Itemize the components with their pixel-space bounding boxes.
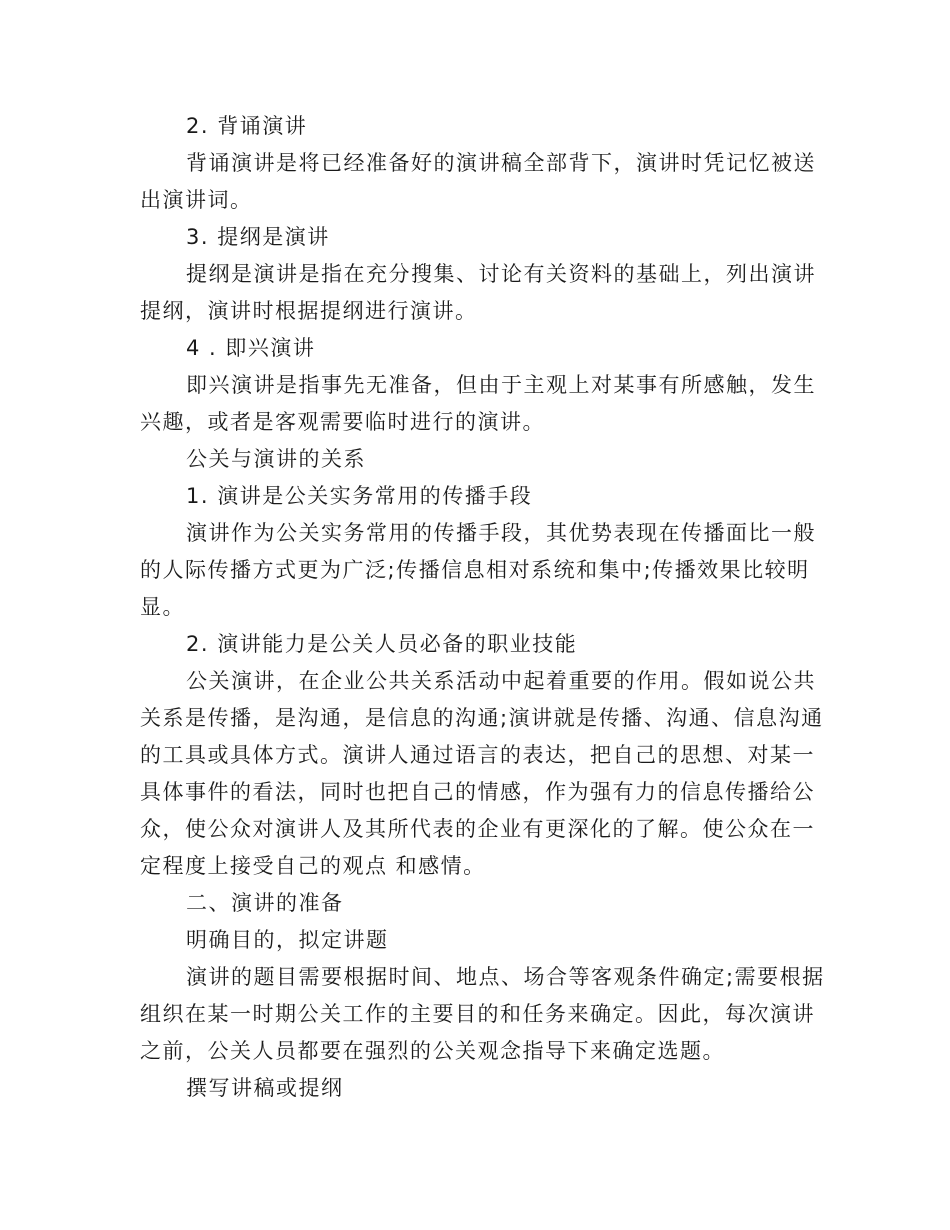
text-line: 的人际传播方式更为广泛;传播信息相对系统和集中;传播效果比较明 — [140, 558, 810, 582]
text-line: 2. 背诵演讲 — [186, 114, 308, 138]
text-line: 1. 演讲是公关实务常用的传播手段 — [186, 484, 533, 508]
text-line: 即兴演讲是指事先无准备，但由于主观上对某事有所感触，发生 — [186, 373, 816, 397]
text-line: 演讲作为公关实务常用的传播手段，其优势表现在传播面比一般 — [186, 521, 816, 545]
text-line: 的工具或具体方式。演讲人通过语言的表达，把自己的思想、对某一 — [140, 743, 815, 767]
text-line: 兴趣，或者是客观需要临时进行的演讲。 — [140, 410, 545, 434]
text-line: 演讲的题目需要根据时间、地点、场合等客观条件确定;需要根据 — [186, 965, 825, 989]
text-line: 定程度上接受自己的观点 和感情。 — [140, 854, 486, 878]
text-line: 二、演讲的准备 — [186, 891, 344, 915]
text-line: 公关演讲，在企业公共关系活动中起着重要的作用。假如说公共 — [186, 669, 816, 693]
text-line: 关系是传播，是沟通，是信息的沟通;演讲就是传播、沟通、信息沟通 — [140, 706, 824, 730]
text-line: 提纲，演讲时根据提纲进行演讲。 — [140, 299, 478, 323]
text-line: 公关与演讲的关系 — [186, 447, 366, 471]
text-line: 之前，公关人员都要在强烈的公关观念指导下来确定选题。 — [140, 1039, 725, 1063]
text-line: 出演讲词。 — [140, 188, 253, 212]
text-line: 4 . 即兴演讲 — [186, 336, 316, 360]
text-line: 提纲是演讲是指在充分搜集、讨论有关资料的基础上，列出演讲 — [186, 262, 816, 286]
text-line: 3. 提纲是演讲 — [186, 225, 330, 249]
text-line: 2. 演讲能力是公关人员必备的职业技能 — [186, 632, 578, 656]
text-line: 背诵演讲是将已经准备好的演讲稿全部背下，演讲时凭记忆被送 — [186, 151, 816, 175]
text-line: 撰写讲稿或提纲 — [186, 1076, 344, 1100]
text-line: 明确目的，拟定讲题 — [186, 928, 389, 952]
text-line: 众，使公众对演讲人及其所代表的企业有更深化的了解。使公众在一 — [140, 817, 815, 841]
text-line: 具体事件的看法，同时也把自己的情感，作为强有力的信息传播给公 — [140, 780, 815, 804]
text-line: 显。 — [140, 595, 185, 619]
document-body — [140, 108, 825, 1107]
text-line: 组织在某一时期公关工作的主要目的和任务来确定。因此，每次演讲 — [140, 1002, 815, 1026]
